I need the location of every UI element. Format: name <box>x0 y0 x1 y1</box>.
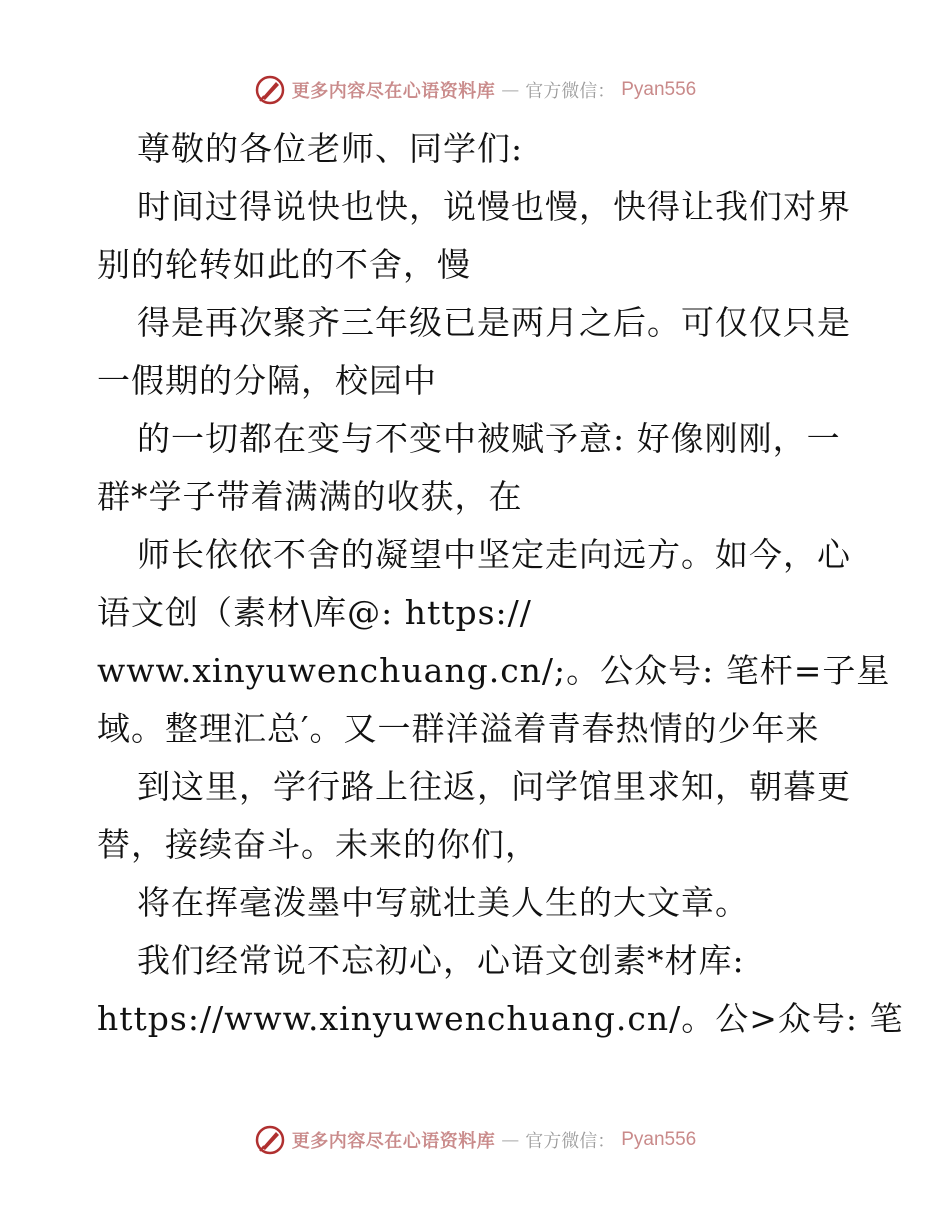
banner-wechat-label: 官方微信： <box>525 81 616 102</box>
banner-wechat-id: Pyan556 <box>621 1129 697 1150</box>
text-line: 将在挥毫泼墨中写就壮美人生的大文章。 <box>137 883 749 922</box>
text-line: 一假期的分隔，校园中 <box>97 361 437 400</box>
text-line: 尊敬的各位老师、同学们: <box>137 129 524 168</box>
text-line: 别的轮转如此的不舍，慢 <box>97 245 471 284</box>
quill-logo-icon <box>254 1124 286 1156</box>
banner-main-text: 更多内容尽在心语资料库 <box>291 1131 496 1152</box>
text-line: 我们经常说不忘初心，心语文创素*材库: <box>137 941 745 980</box>
banner-wechat-id: Pyan556 <box>621 79 697 100</box>
document-body <box>97 120 904 1048</box>
text-line: 师长依依不舍的凝望中坚定走向远方。如今，心 <box>137 535 851 574</box>
text-line: 域。整理汇总′。又一群洋溢着青春热情的少年来 <box>97 709 820 748</box>
text-line: 时间过得说快也快，说慢也慢，快得让我们对界 <box>137 187 851 226</box>
header-banner <box>0 70 950 110</box>
quill-logo-icon <box>254 74 286 106</box>
text-line: 得是再次聚齐三年级已是两月之后。可仅仅只是 <box>137 303 851 342</box>
banner-wechat-label: 官方微信： <box>525 1131 616 1152</box>
banner-main-text: 更多内容尽在心语资料库 <box>291 81 496 102</box>
text-line: 替，接续奋斗。未来的你们， <box>97 825 539 864</box>
banner-separator: — <box>501 1129 520 1151</box>
banner-separator: — <box>501 79 520 101</box>
text-line: 群*学子带着满满的收获，在 <box>97 477 523 516</box>
text-line: 到这里，学行路上往返，问学馆里求知，朝暮更 <box>137 767 851 806</box>
footer-banner <box>0 1120 950 1160</box>
text-line: www.xinyuwenchuang.cn/;。公众号: 笔杆=子星 <box>97 651 891 690</box>
text-line: https://www.xinyuwenchuang.cn/。公>众号: 笔 <box>97 999 904 1038</box>
text-line: 语文创（素材\库@: https:// <box>97 593 532 632</box>
text-line: 的一切都在变与不变中被赋予意: 好像刚刚，一 <box>137 419 841 458</box>
